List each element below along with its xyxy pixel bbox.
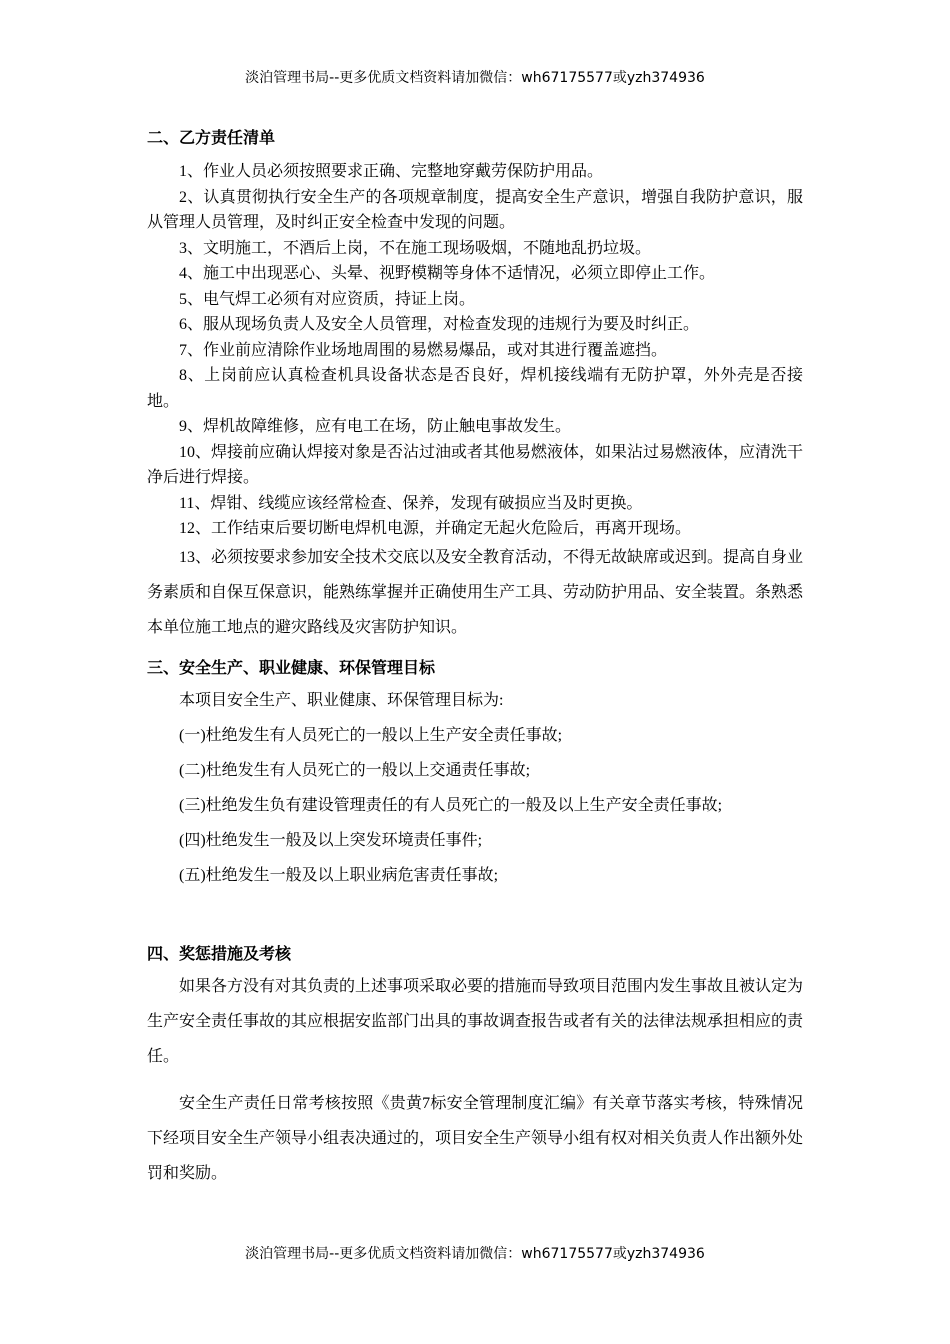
- section-3-goals: [147, 683, 803, 893]
- list-item: (三)杜绝发生负有建设管理责任的有人员死亡的一般及以上生产安全责任事故;: [179, 797, 723, 814]
- paragraph: 安全生产责任日常考核按照《贵黄7标安全管理制度汇编》有关章节落实考核，特殊情况下经项目安全生产领导小组表决通过的，项目安全生产领导小组有权对相关负责人作出额外处罚和奖励。: [147, 1095, 804, 1182]
- list-item: 9、焊机故障维修，应有电工在场，防止触电事故发生。: [179, 418, 572, 435]
- list-item: 4、施工中出现恶心、头晕、视野模糊等身体不适情况，必须立即停止工作。: [179, 265, 716, 282]
- list-item: (二)杜绝发生有人员死亡的一般以上交通责任事故;: [179, 762, 531, 779]
- list-item: (四)杜绝发生一般及以上突发环境责任事件;: [179, 832, 483, 849]
- list-item: 12、工作结束后要切断电焊机电源，并确定无起火危险后，再离开现场。: [179, 520, 692, 537]
- list-item: 11、焊钳、线缆应该经常检查、保养，发现有破损应当及时更换。: [179, 494, 643, 512]
- paragraph: 如果各方没有对其负责的上述事项采取必要的措施而导致项目范围内发生事故且被认定为生产安全责任事故的其应根据安监部门出具的事故调查报告或者有关的法律法规承担相应的责任。: [147, 978, 804, 1065]
- list-item: 5、电气焊工必须有对应资质，持证上岗。: [179, 290, 476, 308]
- list-item: 10、焊接前应确认焊接对象是否沾过油或者其他易燃液体，如果沾过易燃液体，应清洗干净后进行焊接。: [147, 443, 804, 486]
- list-item: 2、认真贯彻执行安全生产的各项规章制度，提高安全生产意识，增强自我防护意识，服从管理人员管理，及时纠正安全检查中发现的问题。: [147, 188, 803, 231]
- list-item: 6、服从现场负责人及安全人员管理，对检查发现的违规行为要及时纠正。: [179, 316, 700, 333]
- list-item: 8、上岗前应认真检查机具设备状态是否良好，焊机接线端有无防护罩，外外壳是否接地。: [147, 367, 803, 410]
- section-3-title: 三、安全生产、职业健康、环保管理目标: [147, 658, 436, 677]
- list-item: 13、必须按要求参加安全技术交底以及安全教育活动，不得无故缺席或迟到。提高自身业务素质和自保互保意识，能熟练掌握并正确使用生产工具、劳动防护用品、安全装置。条熟悉本单位施工地点的避灾路线及灾害防护知识。: [147, 548, 804, 636]
- list-item: 1、作业人员必须按照要求正确、完整地穿戴劳保防护用品。: [179, 163, 604, 180]
- section-2-title: 二、乙方责任清单: [147, 128, 276, 147]
- section-4-body: [147, 969, 803, 1191]
- list-item: 3、文明施工，不酒后上岗，不在施工现场吸烟，不随地乱扔垃圾。: [179, 239, 652, 257]
- section-2-items: [147, 159, 803, 542]
- list-item: (一)杜绝发生有人员死亡的一般以上生产安全责任事故;: [179, 727, 563, 744]
- list-item: (五)杜绝发生一般及以上职业病危害责任事故;: [179, 867, 499, 884]
- list-item: 7、作业前应清除作业场地周围的易燃易爆品，或对其进行覆盖遮挡。: [179, 341, 668, 359]
- section-4-title: 四、奖惩措施及考核: [147, 944, 292, 963]
- section-3-intro: 本项目安全生产、职业健康、环保管理目标为:: [179, 692, 504, 709]
- page-header: 淡泊管理书局--更多优质文档资料请加微信：wh67175577或yzh374936: [245, 70, 705, 86]
- section-4: [147, 941, 803, 1191]
- page-footer: 淡泊管理书局--更多优质文档资料请加微信：wh67175577或yzh374936: [245, 1246, 705, 1262]
- section-3: [147, 655, 803, 893]
- section-2: [147, 125, 803, 645]
